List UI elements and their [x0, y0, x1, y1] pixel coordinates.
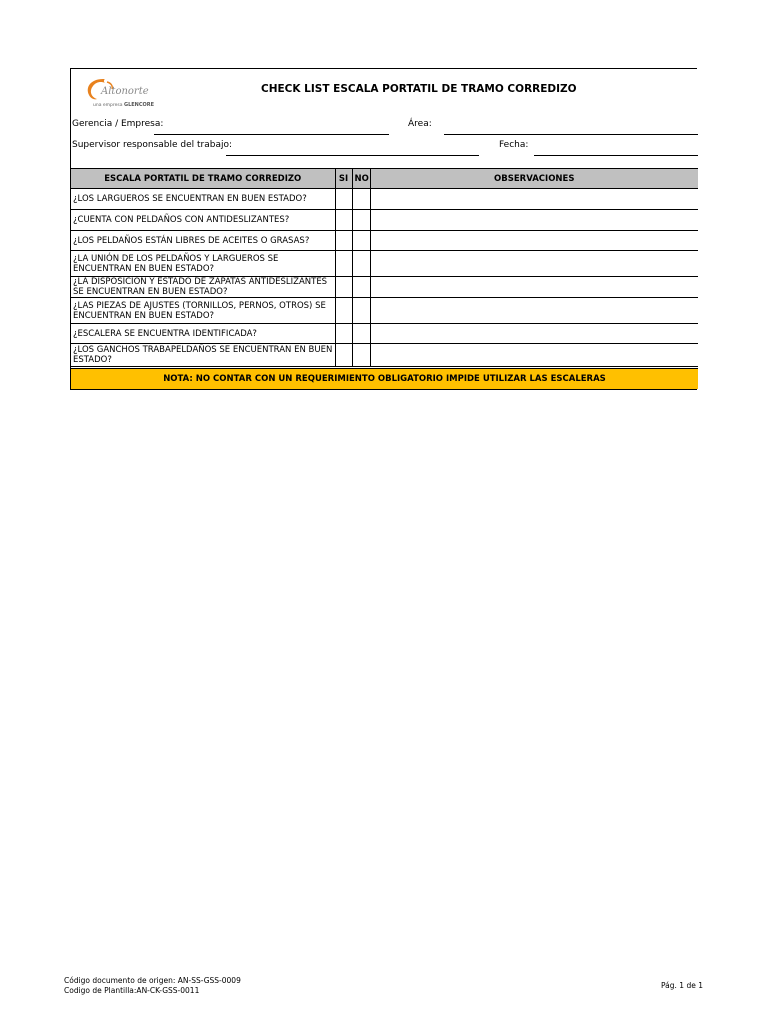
observaciones-cell[interactable] [370, 251, 698, 277]
no-cell[interactable] [352, 210, 370, 231]
fecha-label: Fecha: [499, 140, 529, 150]
table-row [71, 210, 698, 231]
si-cell[interactable] [335, 324, 352, 344]
table-row [71, 251, 698, 277]
si-cell[interactable] [335, 231, 352, 251]
checklist-sheet [70, 68, 697, 390]
observaciones-cell[interactable] [370, 298, 698, 324]
logo-tagline: una empresa GLENCORE [93, 102, 155, 108]
template-code: Codigo de Plantilla:AN-CK-GSS-0011 [64, 986, 200, 995]
header-observaciones: OBSERVACIONES [370, 169, 698, 189]
question-cell: ¿LOS LARGUEROS SE ENCUENTRAN EN BUEN ESTADO? [71, 189, 335, 210]
area-label: Área: [408, 119, 432, 129]
table-header-row [71, 169, 698, 189]
question-cell: ¿LAS PIEZAS DE AJUSTES (TORNILLOS, PERNOS, OTROS) SE ENCUENTRAN EN BUEN ESTADO? [71, 298, 335, 324]
footer-codes [64, 976, 241, 996]
question-cell: ¿LA DISPOSICIÓN Y ESTADO DE ZAPATAS ANTIDESLIZANTES SE ENCUENTRAN EN BUEN ESTADO? [71, 277, 335, 298]
si-cell[interactable] [335, 251, 352, 277]
checklist-table [71, 169, 698, 367]
no-cell[interactable] [352, 277, 370, 298]
table-row [71, 298, 698, 324]
question-cell: ¿LA UNIÓN DE LOS PELDAÑOS Y LARGUEROS SE ENCUENTRAN EN BUEN ESTADO? [71, 251, 335, 277]
observaciones-cell[interactable] [370, 324, 698, 344]
question-cell: ¿LOS GANCHOS TRABAPELDAÑOS SE ENCUENTRAN EN BUEN ESTADO? [71, 344, 335, 367]
no-cell[interactable] [352, 298, 370, 324]
header-item: ESCALA PORTATIL DE TRAMO CORREDIZO [71, 169, 335, 189]
page-number: Pág. 1 de 1 [661, 981, 703, 990]
no-cell[interactable] [352, 189, 370, 210]
si-cell[interactable] [335, 210, 352, 231]
question-cell: ¿LOS PELDAÑOS ESTÁN LIBRES DE ACEITES O GRASAS? [71, 231, 335, 251]
no-cell[interactable] [352, 324, 370, 344]
table-row [71, 231, 698, 251]
si-cell[interactable] [335, 344, 352, 367]
question-cell: ¿ESCALERA SE ENCUENTRA IDENTIFICADA? [71, 324, 335, 344]
supervisor-label: Supervisor responsable del trabajo: [72, 140, 233, 150]
observaciones-cell[interactable] [370, 210, 698, 231]
si-cell[interactable] [335, 277, 352, 298]
supervisor-field[interactable] [226, 155, 479, 156]
observaciones-cell[interactable] [370, 189, 698, 210]
page-title: CHECK LIST ESCALA PORTATIL DE TRAMO CORREDIZO [261, 83, 577, 95]
no-cell[interactable] [352, 251, 370, 277]
si-cell[interactable] [335, 189, 352, 210]
header-no: NO [352, 169, 370, 189]
no-cell[interactable] [352, 231, 370, 251]
company-logo [83, 75, 175, 111]
question-cell: ¿CUENTA CON PELDAÑOS CON ANTIDESLIZANTES? [71, 210, 335, 231]
table-row [71, 344, 698, 367]
logo-name: Altonorte [101, 86, 149, 97]
table-row [71, 277, 698, 298]
observaciones-cell[interactable] [370, 231, 698, 251]
no-cell[interactable] [352, 344, 370, 367]
note-banner: NOTA: NO CONTAR CON UN REQUERIMIENTO OBLIGATORIO IMPIDE UTILIZAR LAS ESCALERAS [71, 368, 698, 389]
table-row [71, 189, 698, 210]
origin-code: Código documento de origen: AN-SS-GSS-0009 [64, 976, 241, 985]
table-row [71, 324, 698, 344]
gerencia-field[interactable] [154, 134, 389, 135]
header-si: SI [335, 169, 352, 189]
observaciones-cell[interactable] [370, 344, 698, 367]
si-cell[interactable] [335, 298, 352, 324]
observaciones-cell[interactable] [370, 277, 698, 298]
gerencia-label: Gerencia / Empresa: [72, 119, 164, 129]
fecha-field[interactable] [534, 155, 698, 156]
area-field[interactable] [444, 134, 698, 135]
